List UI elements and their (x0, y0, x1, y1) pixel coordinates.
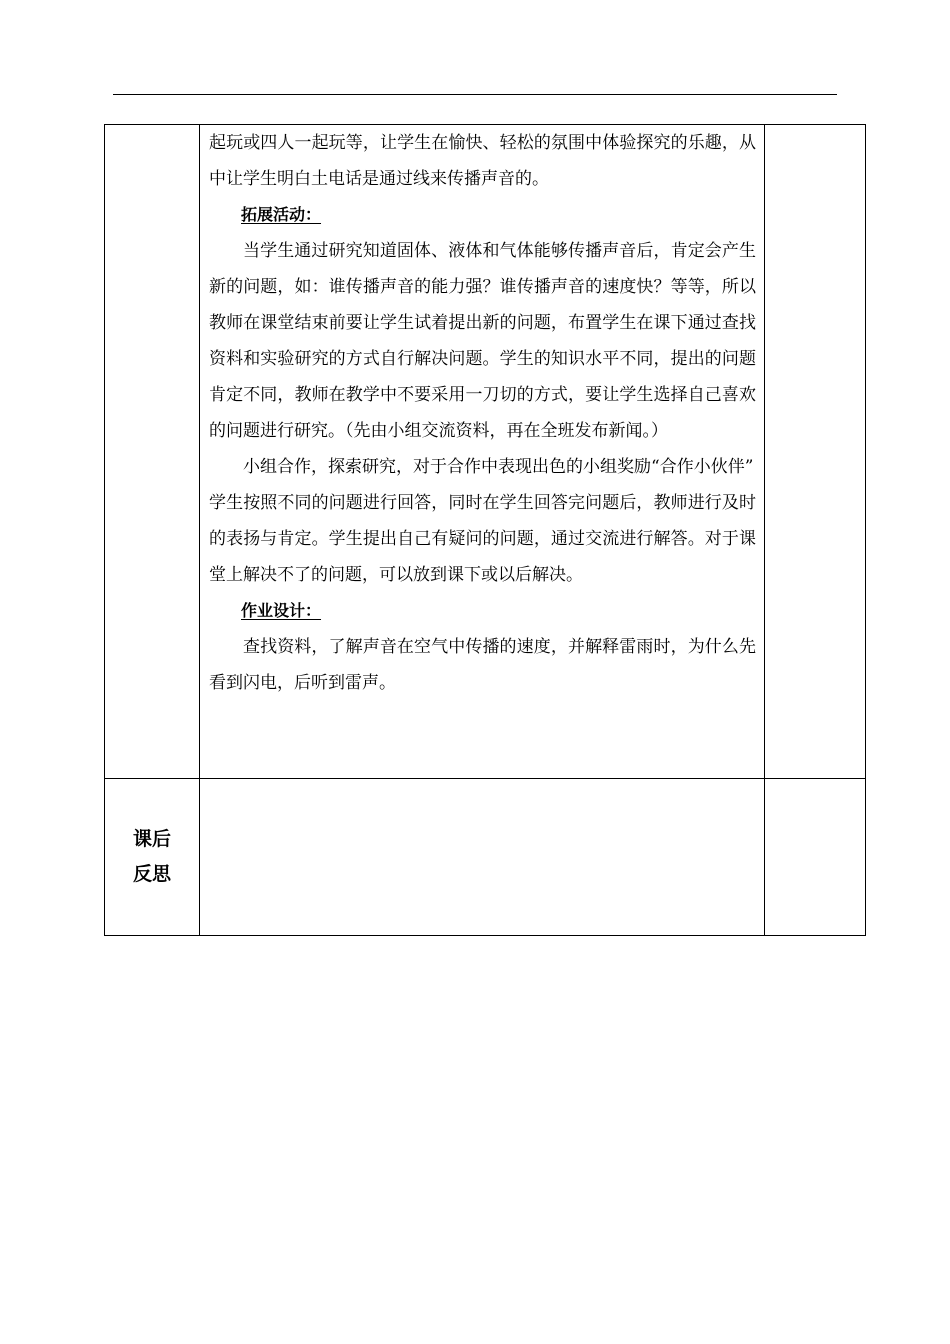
lesson-table (104, 124, 866, 936)
reflection-row (105, 779, 866, 936)
reflection-label-line2: 反思 (132, 863, 171, 885)
process-content-cell (200, 125, 765, 779)
process-row (105, 125, 866, 779)
header-rule (113, 94, 837, 95)
extension-paragraph-1: 当学生通过研究知道固体、液体和气体能够传播声音后，肯定会产生新的问题，如：谁传播声音的能力强？谁传播声音的速度快？等等，所以教师在课堂结束前要让学生试着提出新的问题，布置学生在课下通过查找资料和实验研究的方式自行解决问题。学生的知识水平不同，提出的问题肯定不同，教师在教学中不要采用一刀切的方式，要让学生选择自己喜欢的问题进行研究。（先由小组交流资料，再在全班发布新闻。） (209, 241, 756, 441)
reflection-content-cell (200, 779, 765, 936)
extension-paragraph-3: 学生按照不同的问题进行回答，同时在学生回答完问题后，教师进行及时的表扬与肯定。学生提出自己有疑问的问题，通过交流进行解答。对于课堂上解决不了的问题，可以放到课下或以后解决。 (209, 493, 756, 585)
homework-heading: 作业设计： (241, 601, 322, 620)
process-notes-cell (765, 125, 866, 779)
homework-text: 查找资料，了解声音在空气中传播的速度，并解释雷雨时，为什么先看到闪电，后听到雷声。 (209, 637, 756, 693)
reflection-label-line1: 课后 (132, 828, 171, 850)
extension-paragraph-2: 小组合作，探索研究，对于合作中表现出色的小组奖励“合作小伙伴” (243, 457, 754, 477)
extension-heading: 拓展活动： (241, 205, 322, 224)
reflection-label-cell (105, 779, 200, 936)
process-label-cell (105, 125, 200, 779)
reflection-notes-cell (765, 779, 866, 936)
intro-continuation: 起玩或四人一起玩等，让学生在愉快、轻松的氛围中体验探究的乐趣，从中让学生明白土电话是通过线来传播声音的。 (209, 133, 756, 189)
